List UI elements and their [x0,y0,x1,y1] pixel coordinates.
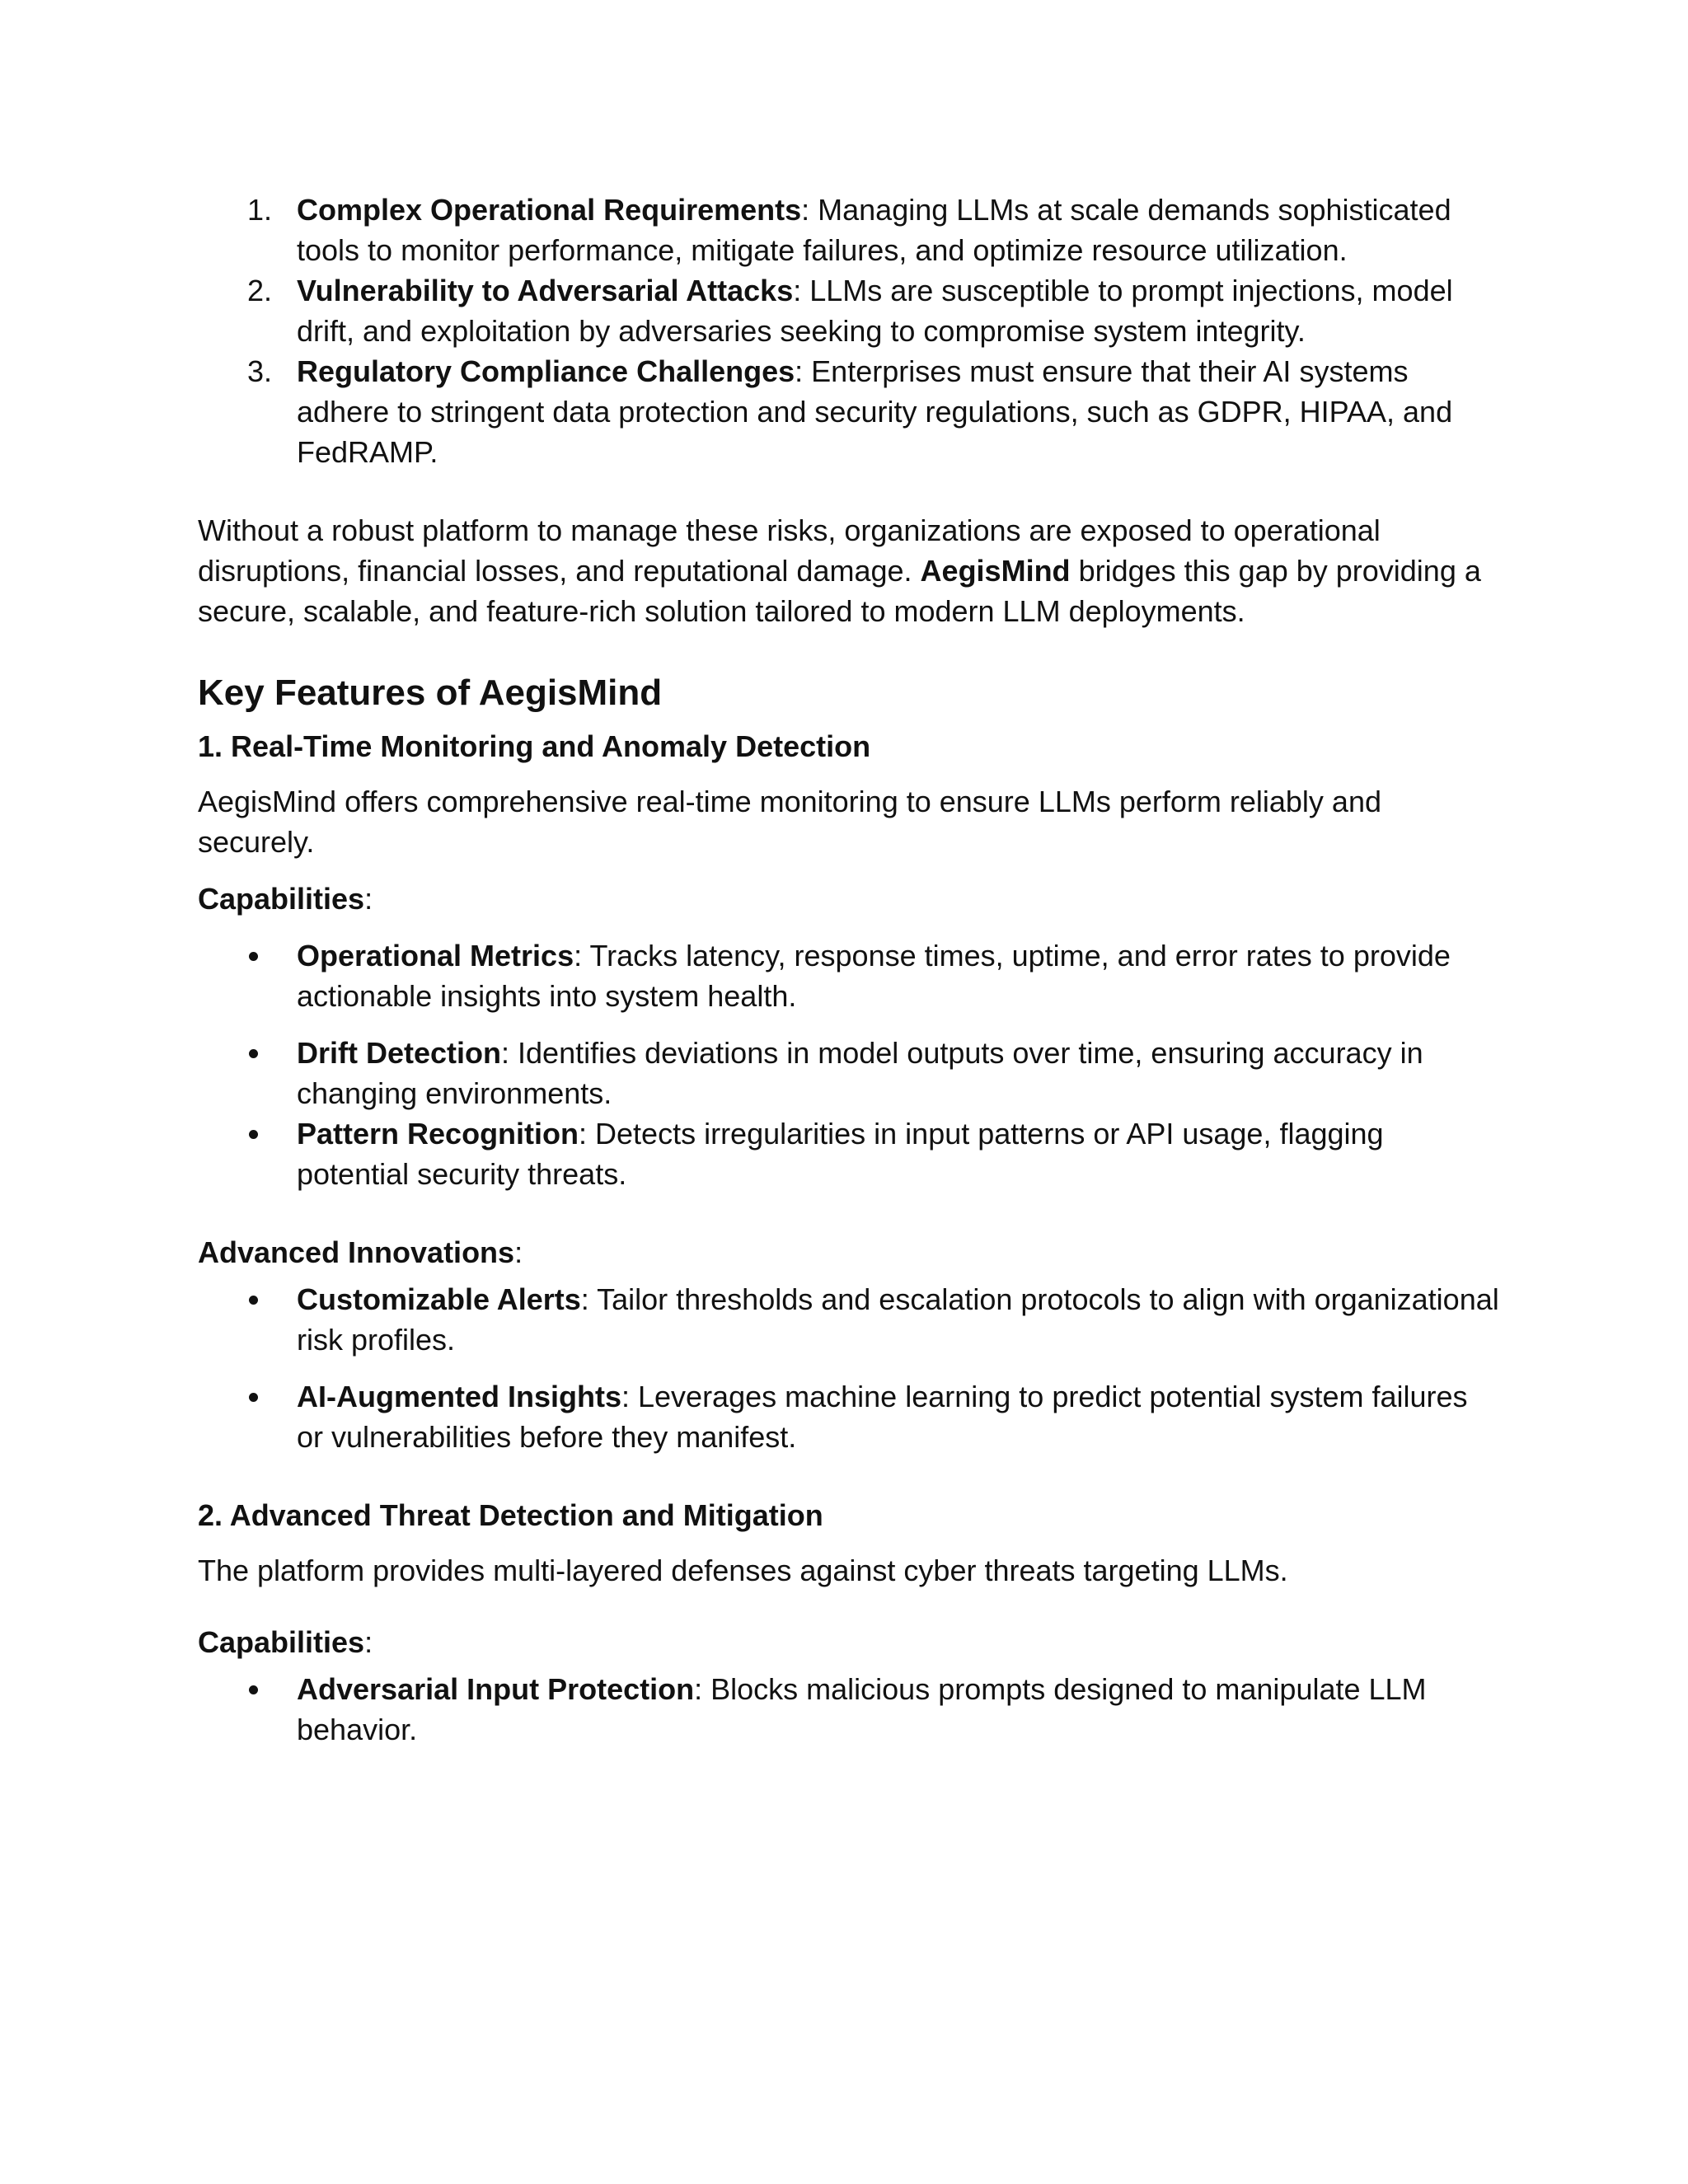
bullet-icon [249,1049,258,1058]
item-title: AI-Augmented Insights [297,1380,621,1413]
list-item [198,1279,1500,1360]
intro-text-after: bridges this gap by providing a secure, scalable, and feature-rich solution tailored to modern LLM deployments. [198,554,1481,628]
bullet-icon [249,1393,258,1402]
list-item [198,1376,1500,1457]
list-item [198,190,1500,270]
item-title: Drift Detection [297,1036,502,1070]
label-colon: : [514,1235,523,1269]
capabilities-list [198,935,1500,1194]
section-heading: Key Features of AegisMind [198,673,663,713]
subsection-title: 1. Real-Time Monitoring and Anomaly Detection [198,729,871,763]
item-title: Regulatory Compliance Challenges [297,354,795,388]
label-colon: : [364,1625,373,1659]
subsection-description: The platform provides multi-layered defenses against cyber threats targeting LLMs. [198,1554,1288,1587]
list-item [198,1113,1500,1194]
list-number: 3. [247,354,273,388]
capabilities-label [198,879,1500,919]
bullet-icon [249,952,258,961]
list-item [198,270,1500,351]
label-text: Capabilities [198,882,365,916]
intro-paragraph [198,510,1500,631]
list-number: 2. [247,274,273,307]
item-text: : Enterprises must ensure that their AI systems adhere to stringent data protection and security regulations, such as GDPR, HIPAA, and FedRAMP. [297,354,1453,469]
brand-name: AegisMind [920,554,1071,588]
item-text: : LLMs are susceptible to prompt injections, model drift, and exploitation by adversaries seeking to compromise system integrity. [297,274,1453,348]
label-text: Capabilities [198,1625,365,1659]
item-title: Complex Operational Requirements [297,193,802,227]
item-text: : Managing LLMs at scale demands sophisticated tools to monitor performance, mitigate failures, and optimize resource utilization. [297,193,1451,267]
subsection-description: AegisMind offers comprehensive real-time monitoring to ensure LLMs perform reliably and securely. [198,785,1381,859]
item-title: Pattern Recognition [297,1117,579,1151]
document-content [198,190,1500,1750]
list-item [198,351,1500,472]
intro-text-before: Without a robust platform to manage these risks, organizations are exposed to operational disruptions, financial losses, and reputational damage. [198,513,1381,588]
capabilities-label [198,1622,1500,1662]
item-title: Vulnerability to Adversarial Attacks [297,274,794,307]
item-text: : Blocks malicious prompts designed to manipulate LLM behavior. [297,1672,1427,1746]
bullet-icon [249,1296,258,1305]
innovations-list [198,1279,1500,1457]
item-text: : Identifies deviations in model outputs over time, ensuring accuracy in changing environments. [297,1036,1423,1110]
challenges-list [198,190,1500,472]
item-text: : Tracks latency, response times, uptime, and error rates to provide actionable insights into system health. [297,939,1451,1013]
item-text: : Tailor thresholds and escalation protocols to align with organizational risk profiles. [297,1282,1499,1357]
item-title: Operational Metrics [297,939,574,972]
item-text: : Leverages machine learning to predict potential system failures or vulnerabilities before they manifest. [297,1380,1468,1454]
list-item [198,935,1500,1016]
item-title: Adversarial Input Protection [297,1672,695,1706]
subsection-title: 2. Advanced Threat Detection and Mitigation [198,1498,823,1532]
label-text: Advanced Innovations [198,1235,515,1269]
list-item [198,1669,1500,1750]
item-text: : Detects irregularities in input patterns or API usage, flagging potential security threats. [297,1117,1384,1191]
list-number: 1. [247,193,273,227]
capabilities-list [198,1669,1500,1750]
item-title: Customizable Alerts [297,1282,581,1316]
label-colon: : [364,882,373,916]
innovations-label [198,1232,1500,1272]
bullet-icon [249,1130,258,1139]
bullet-icon [249,1685,258,1694]
list-item [198,1033,1500,1113]
